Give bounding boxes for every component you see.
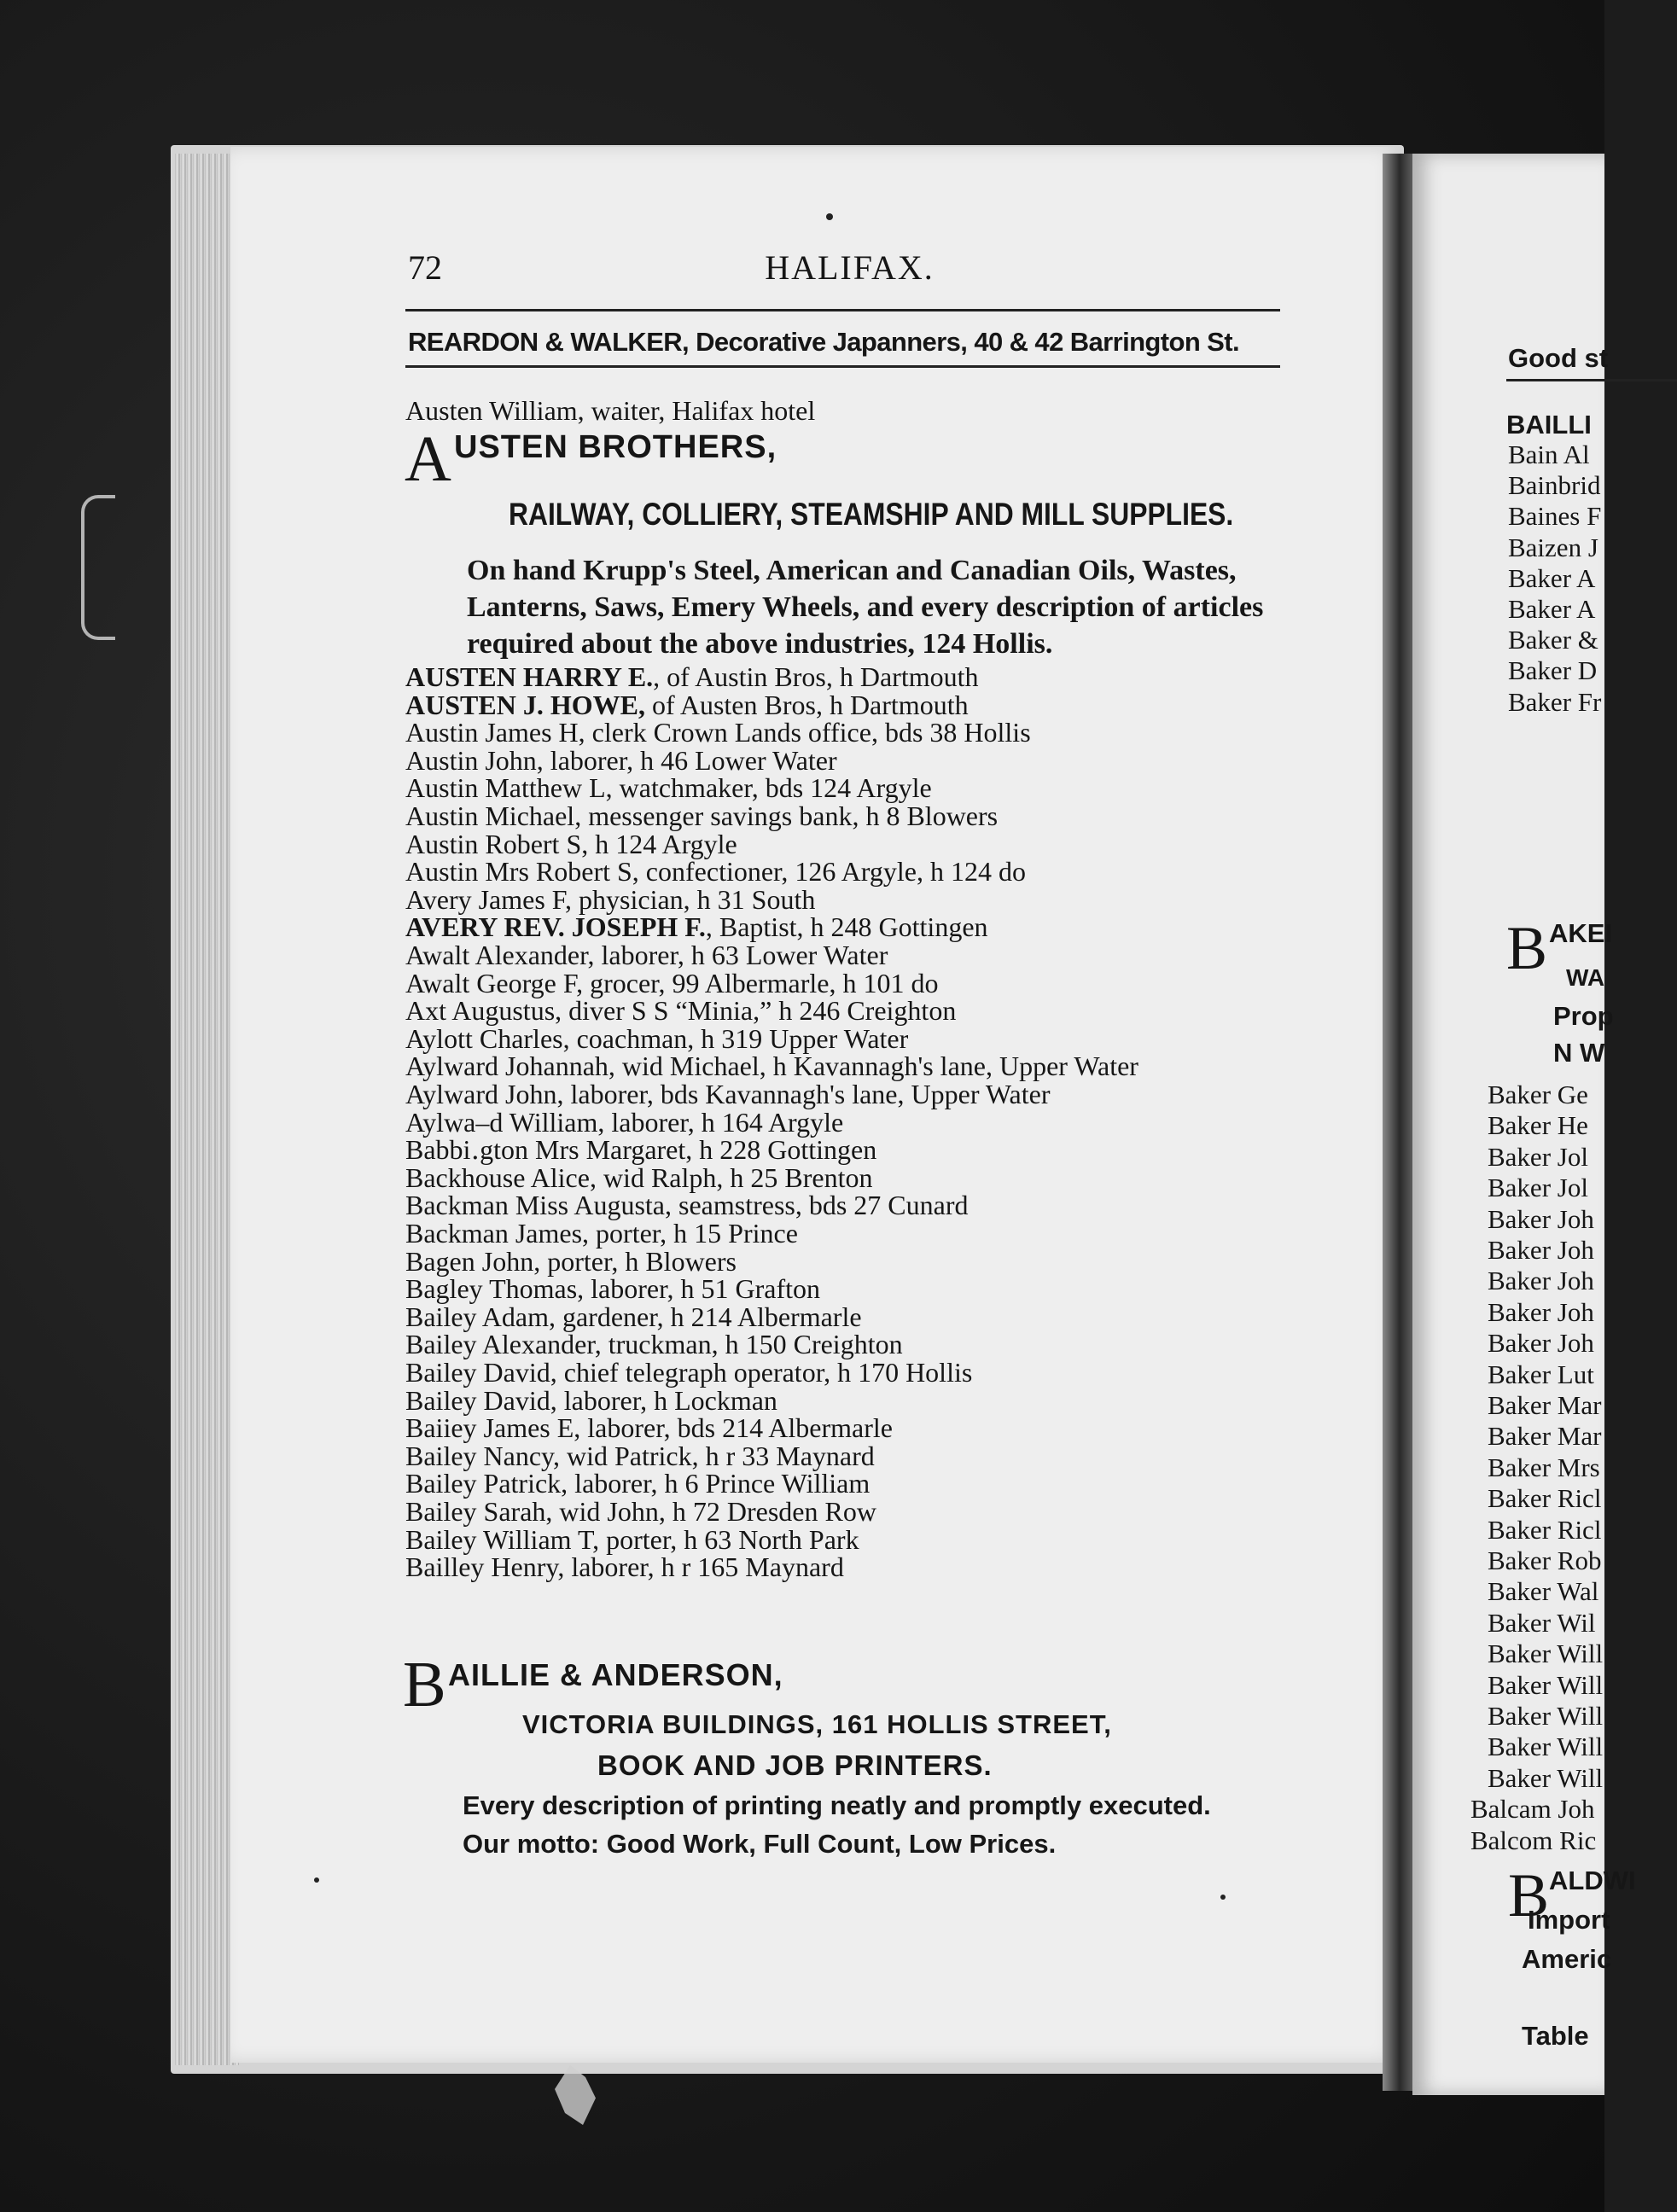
directory-entry (405, 1329, 903, 1359)
right-entry: Baker Joh (1488, 1328, 1594, 1359)
right-ad-line-3: N W (1553, 1038, 1605, 1068)
entry-name: Bailley Henry, laborer, h r 165 Maynard (405, 1551, 844, 1583)
entry-name: Backman James, porter, h 15 Prince (405, 1218, 798, 1249)
entry-name: Bailey David, chief telegraph operator, h 170 Hollis (405, 1357, 973, 1388)
entry-name: Aylwa‒d William, laborer, h 164 Argyle (405, 1106, 844, 1138)
right-entry: Baker Ricl (1488, 1483, 1602, 1514)
austen-ad-body-2: Lanterns, Saws, Emery Wheels, and every description of articles (467, 591, 1264, 623)
entry-name: Bailey Patrick, laborer, h 6 Prince William (405, 1468, 871, 1499)
baillie-ad-body-1: Every description of printing neatly and promptly executed. (463, 1790, 1211, 1820)
entry-name: Bagen John, porter, h Blowers (405, 1245, 737, 1277)
entry-name: Austin James H, clerk Crown Lands office, bds 38 Hollis (405, 717, 1031, 748)
right-drop-cap: B (1506, 914, 1548, 982)
austen-ad-body-1: On hand Krupp's Steel, American and Canadian Oils, Wastes, (467, 555, 1237, 586)
entry-name: Aylward John, laborer, bds Kavannagh's lane, Upper Water (405, 1079, 1051, 1109)
right-entry: Balcam Joh (1470, 1794, 1595, 1825)
directory-entry (405, 1385, 777, 1416)
right-entry: Baker Will (1488, 1701, 1604, 1731)
print-speck (826, 213, 833, 220)
right-page-text (1412, 154, 1636, 2095)
right-entry: Baker Ge (1488, 1080, 1588, 1109)
directory-entry (405, 829, 737, 859)
entry-name: Austin John, laborer, h 46 Lower Water (405, 744, 837, 776)
directory-entry (405, 800, 998, 831)
directory-entry (405, 1246, 737, 1277)
directory-entry (405, 717, 1031, 748)
right-entry: Baker & (1508, 625, 1598, 655)
page-header (408, 247, 1291, 299)
directory-entry (405, 856, 1026, 887)
right-header: Good st (1508, 343, 1609, 373)
entry-name: Bailey Adam, gardener, h 214 Albermarle (405, 1301, 862, 1332)
entry-name: Backhouse Alice, wid Ralph, h 25 Brenton (405, 1161, 873, 1193)
right-entry: Baker Mar (1488, 1390, 1602, 1420)
right-entry: Baker Jol (1488, 1141, 1588, 1172)
directory-entry (405, 1079, 1050, 1109)
directory-entry (405, 1357, 972, 1388)
austen-ad-body-3: required about the above industries, 124 Hollis. (467, 628, 1053, 660)
directory-entry (405, 690, 969, 720)
entry-name: Avery James F, physician, h 31 South (405, 883, 816, 915)
page-edges (175, 154, 239, 2065)
entry-austen-william: Austen William, waiter, Halifax hotel (405, 395, 816, 426)
header-rule (405, 309, 1280, 311)
entry-name: AVERY REV. JOSEPH F. (405, 911, 706, 943)
directory-entry (405, 1496, 876, 1527)
right-entry: Baker Mrs (1488, 1452, 1600, 1482)
right-entry: Baker Rob (1488, 1545, 1602, 1575)
right-entry: Baker Joh (1488, 1266, 1594, 1296)
right-entry: Baker Mar (1488, 1421, 1602, 1452)
entry-name: Austin Michael, messenger savings bank, h 8 Blowers (405, 800, 999, 831)
print-speck (1220, 1895, 1226, 1900)
directory-entry (405, 968, 938, 998)
right-entry: Baizen J (1508, 532, 1598, 562)
entry-name: Austin Robert S, h 124 Argyle (405, 828, 737, 859)
entry-name: Awalt Alexander, laborer, h 63 Lower Water (405, 940, 888, 970)
right-ad-name: AKEI (1549, 918, 1613, 948)
entry-name: Aylott Charles, coachman, h 319 Upper Water (405, 1022, 909, 1054)
baillie-ad-body-2: Our motto: Good Work, Full Count, Low Prices. (463, 1829, 1057, 1859)
entry-name: Bagley Thomas, laborer, h 51 Grafton (405, 1273, 820, 1305)
right-entry: Baker Ricl (1488, 1514, 1602, 1545)
right-entry: Baker Fr (1508, 686, 1602, 717)
right-last-line: Table (1522, 2021, 1589, 2051)
baillie-anderson-name: AILLIE & ANDERSON, (448, 1657, 783, 1692)
right-entry: Baker A (1508, 562, 1596, 593)
right-entry: Baker A (1508, 594, 1596, 624)
right-drop-cap-2: B (1508, 1861, 1550, 1930)
right-ad-line-2: Prop (1553, 1001, 1614, 1031)
right-entry: Baker He (1488, 1110, 1588, 1141)
directory-entry (405, 911, 988, 942)
directory-entry (405, 1218, 798, 1249)
baillie-ad-printers: BOOK AND JOB PRINTERS. (597, 1749, 993, 1781)
right-entry: Balcom Ric (1470, 1825, 1597, 1855)
entry-name: Austin Mrs Robert S, confectioner, 126 Argyle, h 124 do (405, 856, 1026, 888)
right-entry: Baker D (1508, 655, 1598, 686)
right-entry: Baker Will (1488, 1639, 1604, 1669)
right-entry: Baker Jol (1488, 1173, 1588, 1203)
right-rule (1506, 379, 1677, 381)
directory-entry (405, 995, 956, 1026)
banner-ad: REARDON & WALKER, Decorative Japanners, 40 & 42 Barrington St. (408, 327, 1239, 357)
entry-name: Austin Matthew L, watchmaker, bds 124 Argyle (405, 772, 932, 804)
right-ad-line-1: WA (1566, 964, 1605, 991)
directory-entry (405, 1023, 908, 1054)
entry-name: Babbi․gton Mrs Margaret, h 228 Gottingen (405, 1134, 877, 1166)
right-entry: Baker Will (1488, 1669, 1604, 1700)
right-entry: Bain Al (1508, 439, 1590, 469)
right-entry: Baker Wal (1488, 1576, 1599, 1607)
right-entry: Baker Will (1488, 1762, 1604, 1793)
right-ad2-line-2: Americ (1522, 1944, 1612, 1974)
right-ad2-name: ALDWI (1549, 1866, 1636, 1895)
entry-name: Bailey Alexander, truckman, h 150 Creighton (405, 1329, 903, 1360)
right-entry: Baker Joh (1488, 1296, 1594, 1327)
entry-name: Bailey William T, porter, h 63 North Park (405, 1523, 859, 1555)
right-entry: Baker Will (1488, 1732, 1604, 1762)
entry-name: Bailey David, laborer, h Lockman (405, 1384, 777, 1416)
entry-name: AUSTEN HARRY E. (405, 661, 654, 692)
directory-entry (405, 1162, 872, 1193)
entry-name: Baiiey James E, laborer, bds 214 Albermarle (405, 1412, 893, 1444)
page-number: 72 (408, 248, 442, 287)
entry-name: AUSTEN J. HOWE, (405, 689, 645, 720)
directory-entry (405, 661, 979, 692)
directory-entry (405, 884, 815, 915)
directory-entry (405, 1441, 875, 1471)
right-entry: Baker Joh (1488, 1235, 1594, 1265)
entry-detail: , of Austin Bros, h Dartmouth (653, 661, 979, 692)
baillie-ad-address: VICTORIA BUILDINGS, 161 HOLLIS STREET, (522, 1709, 1112, 1739)
entry-name: Bailey Sarah, wid John, h 72 Dresden Row (405, 1496, 876, 1527)
directory-entry (405, 940, 888, 970)
directory-entry (405, 1412, 893, 1443)
drop-cap-a: A (405, 423, 451, 495)
margin-scrawl (81, 495, 115, 640)
right-entry: Bainbrid (1508, 470, 1601, 501)
austen-ad-heading: RAILWAY, COLLIERY, STEAMSHIP AND MILL SUPPLIES. (509, 497, 1234, 532)
directory-entry (405, 1551, 844, 1582)
directory-entry (405, 1273, 820, 1304)
austen-brothers-name: USTEN BROTHERS, (454, 429, 777, 465)
directory-entry (405, 1190, 969, 1220)
right-entry: Baker Joh (1488, 1203, 1594, 1234)
right-entry: BAILLI (1506, 410, 1592, 439)
right-ad2-line-1: Import (1528, 1905, 1610, 1935)
directory-entry (405, 1301, 862, 1332)
right-entry: Baker Lut (1488, 1359, 1594, 1389)
directory-entry (405, 1468, 870, 1499)
running-head: HALIFAX. (765, 248, 935, 287)
entry-name: Awalt George F, grocer, 99 Albermarle, h 101 do (405, 967, 939, 998)
entry-detail: , Baptist, h 248 Gottingen (705, 911, 988, 943)
right-entry: Baker Wil (1488, 1607, 1596, 1638)
print-speck (314, 1877, 319, 1883)
entry-name: Backman Miss Augusta, seamstress, bds 27 Cunard (405, 1190, 969, 1221)
entry-name: Axt Augustus, diver S S “Minia,” h 246 Creighton (405, 995, 957, 1027)
directory-entry (405, 772, 932, 803)
directory-entry (405, 1524, 859, 1555)
entry-name: Aylward Johannah, wid Michael, h Kavannagh's lane, Upper Water (405, 1051, 1138, 1082)
directory-entry (405, 1134, 876, 1165)
entry-name: Bailey Nancy, wid Patrick, h r 33 Maynard (405, 1440, 875, 1471)
banner-rule (405, 365, 1280, 368)
book-gutter (1383, 154, 1417, 2091)
drop-cap-b: B (403, 1649, 446, 1720)
directory-entry (405, 745, 837, 776)
right-entry: Baines F (1508, 501, 1602, 532)
entry-detail: of Austen Bros, h Dartmouth (644, 689, 969, 720)
directory-entry (405, 1107, 843, 1138)
directory-entry (405, 1051, 1138, 1081)
